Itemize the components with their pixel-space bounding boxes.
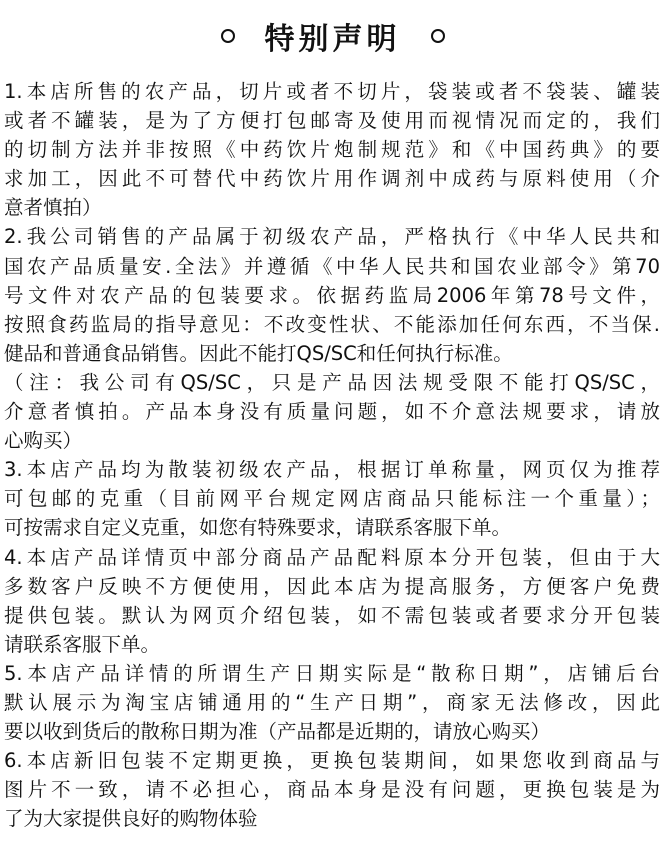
text-line: 图片不一致，请不必担心，商品本身是没有问题，更换包装是为 <box>4 778 660 802</box>
text-line: （注：我公司有QS/SC，只是产品因法规受限不能打QS/SC， <box>4 370 660 394</box>
text-line: 可按需求自定义克重，如您有特殊要求，请联系客服下单。 <box>4 516 512 540</box>
circle-icon <box>431 29 445 43</box>
text-line: 1.本店所售的农产品，切片或者不切片，袋装或者不袋装、罐装 <box>4 80 660 103</box>
text-line: 国农产品质量安.全法》并遵循《中华人民共和国农业部令》第70 <box>4 254 660 278</box>
text-line: 5.本店产品详情的所谓生产日期实际是“散称日期”，店铺后台 <box>4 661 660 685</box>
text-line: 号文件对农产品的包装要求。依据药监局2006年第78号文件， <box>4 283 660 307</box>
statement-body <box>4 77 660 833</box>
text-line: 或者不罐装，是为了方便打包邮寄及使用而视情况而定的，我们 <box>4 109 660 133</box>
text-line: 提供包装。默认为网页介绍包装，如不需包装或者要求分开包装 <box>4 603 660 627</box>
text-line: 可包邮的克重（目前网平台规定网店商品只能标注一个重量）； <box>4 487 660 511</box>
text-line: 心购买） <box>4 429 83 453</box>
text-line: 2.我公司销售的产品属于初级农产品，严格执行《中华人民共和 <box>4 225 660 249</box>
text-line: 要以收到货后的散称日期为准（产品都是近期的，请放心购买） <box>4 720 551 744</box>
circle-icon <box>221 29 235 43</box>
text-line: 求加工，因此不可替代中药饮片用作调剂中成药与原料使用（介 <box>4 167 660 191</box>
page-title: 特别声明 <box>264 22 401 57</box>
text-line: 4.本店产品详情页中部分商品产品配料原本分开包装，但由于大 <box>4 545 660 569</box>
text-line: 6.本店新旧包装不定期更换，更换包装期间，如果您收到商品与 <box>4 749 660 773</box>
text-line: 意者慎拍） <box>4 196 102 220</box>
text-line: 健品和普通食品销售。因此不能打QS/SC和任何执行标准。 <box>4 341 513 365</box>
text-line: 介意者慎拍。产品本身没有质量问题，如不介意法规要求，请放 <box>4 400 660 424</box>
text-line: 3.本店产品均为散装初级农产品，根据订单称量，网页仅为推荐 <box>4 458 660 482</box>
text-line: 多数客户反映不方便使用，因此本店为提高服务，方便客户免费 <box>4 574 660 598</box>
text-line: 按照食药监局的指导意见：不改变性状、不能添加任何东西，不当保. <box>4 312 660 336</box>
text-line: 了为大家提供良好的购物体验 <box>4 807 258 831</box>
text-line: 请联系客服下单。 <box>4 632 161 656</box>
header <box>0 14 665 58</box>
text-line: 默认展示为淘宝店铺通用的“生产日期”，商家无法修改，因此 <box>4 690 660 714</box>
text-line: 的切制方法并非按照《中药饮片炮制规范》和《中国药典》的要 <box>4 138 660 162</box>
